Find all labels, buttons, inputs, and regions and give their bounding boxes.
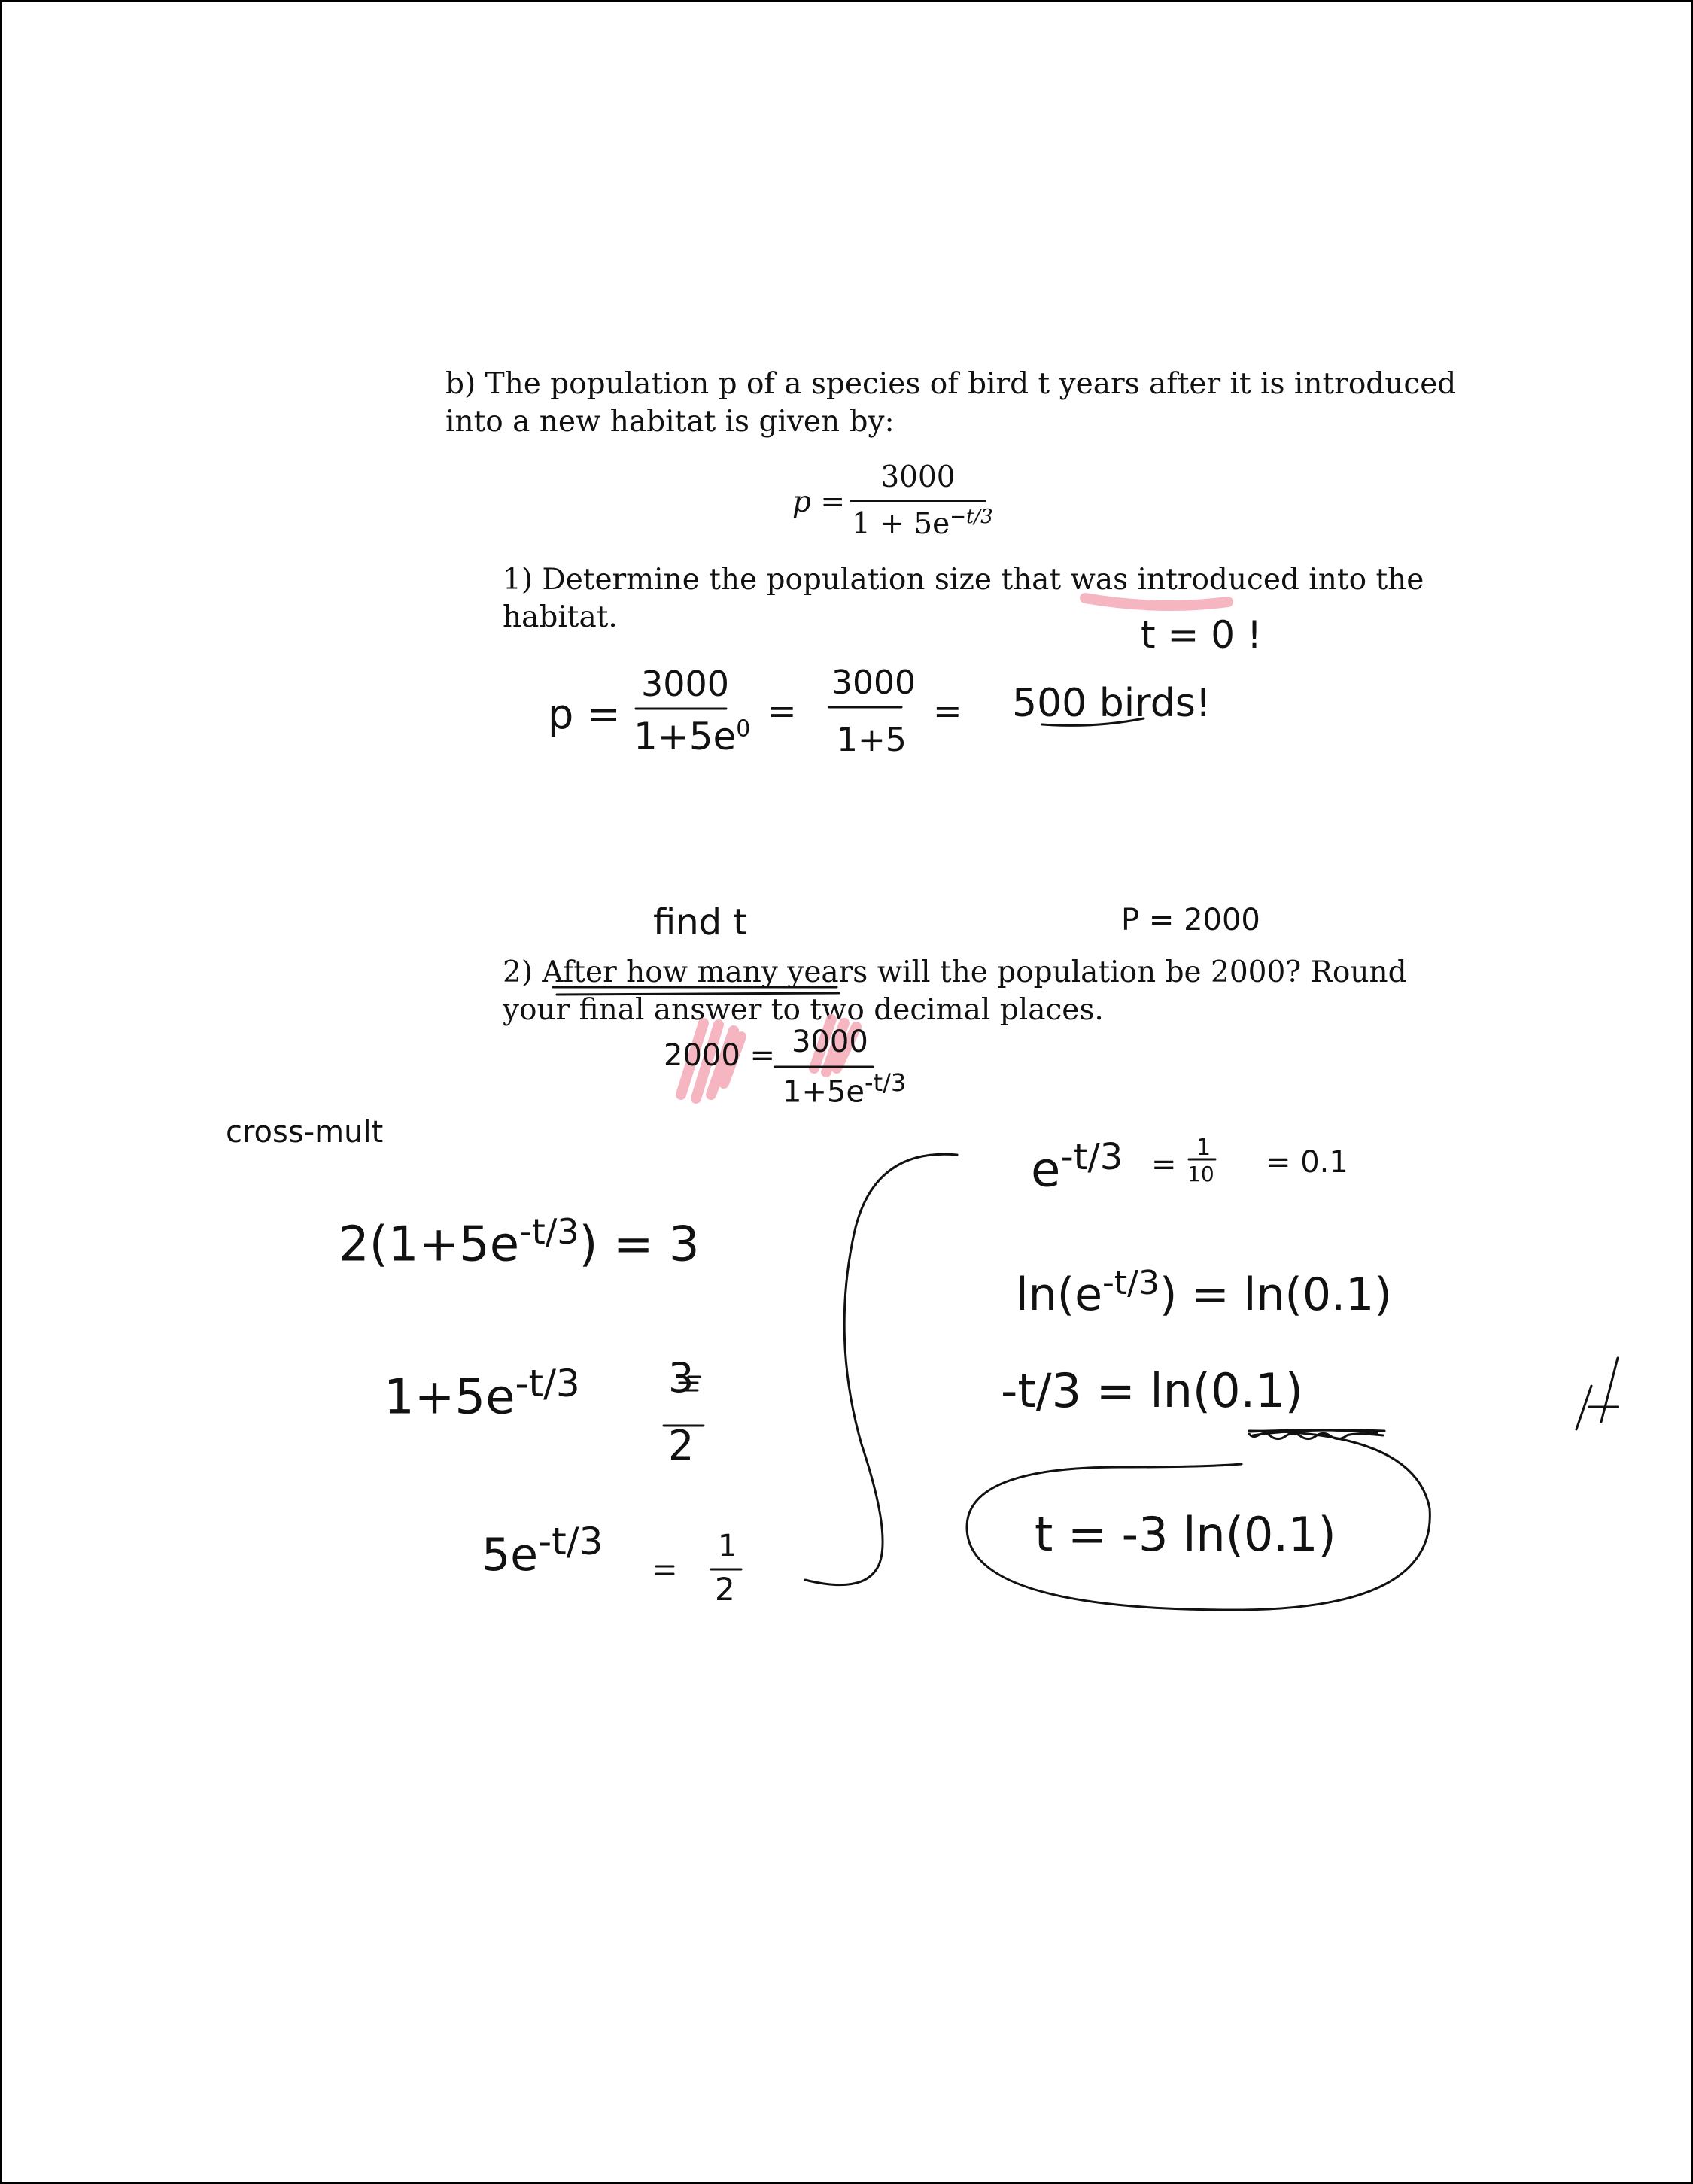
hand-q1-frac1-numerator: 3000: [641, 664, 730, 704]
hand-step4-numerator: 1: [1196, 1135, 1211, 1161]
hand-step4-rhs: = 0.1: [1266, 1145, 1348, 1180]
question-1-line-2: habitat.: [503, 600, 618, 634]
hand-q1-equals-1: =: [767, 691, 797, 731]
hand-step5-exponent: -t/3: [1102, 1264, 1160, 1302]
hand-q1-frac2-numerator: 3000: [831, 664, 916, 702]
hand-step4-denominator: 10: [1187, 1162, 1214, 1186]
hand-step1-exponent: -t/3: [519, 1211, 579, 1252]
formula-lhs: p =: [792, 485, 846, 519]
hand-q1-p-equals: p =: [548, 691, 621, 738]
hand-find-t: find t: [653, 901, 748, 943]
question-2-line-1: 2) After how many years will the population be 2000? Round: [503, 955, 1407, 989]
hand-q2-setup-denominator: 1+5e: [783, 1074, 865, 1110]
hand-step3-lhs: 5e: [482, 1529, 539, 1581]
hand-step6: -t/3 = ln(0.1): [1001, 1363, 1303, 1418]
hand-step3-exponent: -t/3: [538, 1520, 603, 1563]
hand-step1-rhs: ) = 3: [579, 1217, 700, 1273]
hand-step4-equals: =: [1151, 1147, 1177, 1182]
hand-step4-exponent: -t/3: [1060, 1136, 1123, 1178]
hand-step4-lhs: e: [1031, 1142, 1061, 1198]
hand-q2-setup-exponent: -t/3: [865, 1068, 907, 1097]
formula-fraction-bar: [850, 500, 986, 502]
question-2-line-2: your final answer to two decimal places.: [503, 993, 1104, 1027]
hand-cross-mult: cross-mult: [226, 1115, 384, 1150]
problem-intro-line-2: into a new habitat is given by:: [445, 405, 895, 439]
formula-exponent: −t/3: [950, 506, 993, 528]
hand-q1-answer: 500 birds!: [1012, 681, 1211, 726]
hand-step2-lhs: 1+5e: [384, 1369, 515, 1426]
hand-margin-mark: [1558, 1368, 1607, 1420]
hand-step2-exponent: -t/3: [515, 1362, 580, 1405]
hand-step2-numerator: 3: [668, 1354, 695, 1402]
hand-q2-setup-lhs: 2000 =: [664, 1038, 776, 1073]
hand-q1-frac1-denominator: 1+5e: [634, 715, 737, 758]
question-1-line-1: 1) Determine the population size that was introduced into the: [503, 563, 1424, 597]
hand-q1-frac2-denominator: 1+5: [837, 721, 907, 759]
hand-step3-numerator: 1: [718, 1529, 737, 1563]
formula-denominator: 1 + 5e: [852, 507, 950, 541]
hand-step1-lhs: 2(1+5e: [339, 1217, 520, 1273]
problem-intro-line-1: b) The population p of a species of bird t years after it is introduced: [445, 367, 1457, 401]
hand-t-equals-zero: t = 0 !: [1141, 613, 1263, 657]
hand-q1-frac1-exponent: 0: [736, 715, 751, 743]
formula-numerator: 3000: [880, 460, 956, 494]
hand-step2-denominator: 2: [668, 1422, 695, 1469]
hand-step5-rhs: ) = ln(0.1): [1159, 1268, 1392, 1321]
hand-step5-lhs: ln(e: [1016, 1268, 1103, 1321]
hand-q2-setup-numerator: 3000: [792, 1025, 868, 1059]
hand-p-equals-2000: P = 2000: [1121, 903, 1260, 937]
hand-step3-denominator: 2: [715, 1571, 735, 1608]
hand-q1-equals-2: =: [933, 691, 962, 731]
hand-final-answer: t = -3 ln(0.1): [1035, 1507, 1336, 1562]
